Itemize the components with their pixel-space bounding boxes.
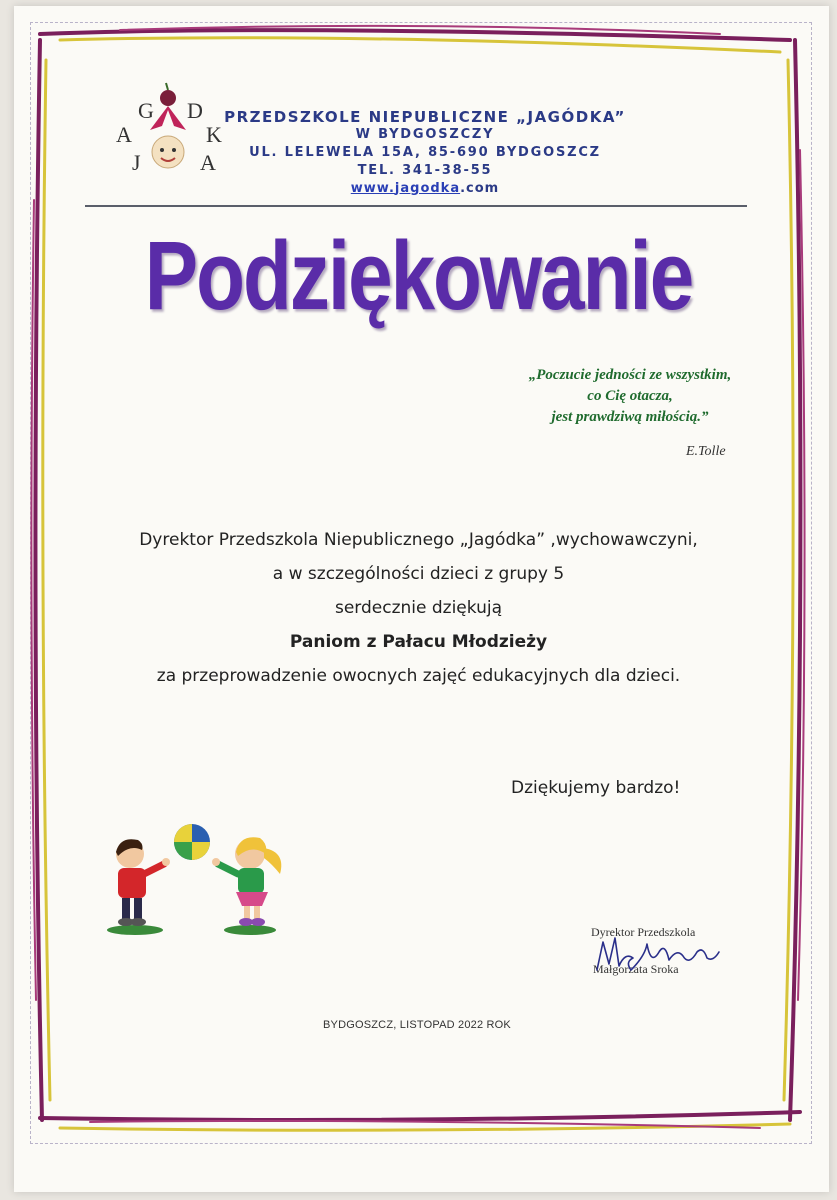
school-name: PRZEDSZKOLE NIEPUBLICZNE „JAGÓDKA” bbox=[224, 108, 626, 126]
logo-letter-a: A bbox=[116, 122, 132, 147]
quote bbox=[470, 365, 790, 428]
header-divider bbox=[85, 205, 747, 207]
school-phone: TEL. 341-38-55 bbox=[357, 163, 493, 178]
body-line-3: serdecznie dziękują bbox=[334, 598, 503, 618]
quote-line-1: „Poczucie jedności ze wszystkim, bbox=[528, 367, 732, 383]
website-domain: jagodka bbox=[394, 181, 461, 196]
signature-block bbox=[585, 922, 735, 982]
logo-letter-k: K bbox=[206, 122, 222, 147]
place-and-date: BYDGOSZCZ, LISTOPAD 2022 ROK bbox=[323, 1019, 511, 1031]
quote-line-2: co Cię otacza, bbox=[587, 388, 673, 404]
quote-author: E.Tolle bbox=[686, 444, 726, 459]
website-prefix: www. bbox=[350, 181, 395, 196]
kindergarten-logo bbox=[110, 80, 230, 185]
body-line-1: Dyrektor Przedszkola Niepublicznego „Jagódka” ,wychowawczyni, bbox=[139, 530, 698, 550]
school-header bbox=[215, 108, 635, 198]
children-playing-ball-illustration bbox=[100, 818, 300, 938]
body-line-2: a w szczególności dzieci z grupy 5 bbox=[272, 564, 565, 584]
ball-icon bbox=[174, 824, 210, 860]
body-line-5: za przeprowadzenie owocnych zajęć edukacyjnych dla dzieci. bbox=[156, 666, 681, 686]
quote-line-3: jest prawdziwą miłością.” bbox=[551, 409, 709, 425]
certificate-body bbox=[0, 523, 837, 693]
boy-icon bbox=[107, 839, 170, 935]
certificate-title: Podziękowanie bbox=[144, 221, 693, 330]
school-website[interactable] bbox=[215, 180, 635, 198]
thanks-text: Dziękujemy bardzo! bbox=[511, 778, 681, 798]
logo-letter-g: G bbox=[138, 98, 154, 123]
logo-letter-a2: A bbox=[200, 150, 216, 175]
handwritten-signature bbox=[585, 922, 735, 982]
logo-letter-d: D bbox=[187, 98, 203, 123]
body-recipient: Paniom z Pałacu Młodzieży bbox=[289, 632, 548, 652]
signature-name: Małgorzata Sroka bbox=[593, 962, 679, 976]
school-address: UL. LELEWELA 15A, 85-690 BYDGOSZCZ bbox=[249, 145, 601, 160]
signature-role: Dyrektor Przedszkola bbox=[591, 925, 696, 939]
website-suffix: .com bbox=[460, 181, 500, 196]
logo-letter-j: J bbox=[132, 150, 141, 175]
girl-icon bbox=[212, 837, 281, 935]
school-city: W BYDGOSZCZY bbox=[355, 127, 495, 142]
